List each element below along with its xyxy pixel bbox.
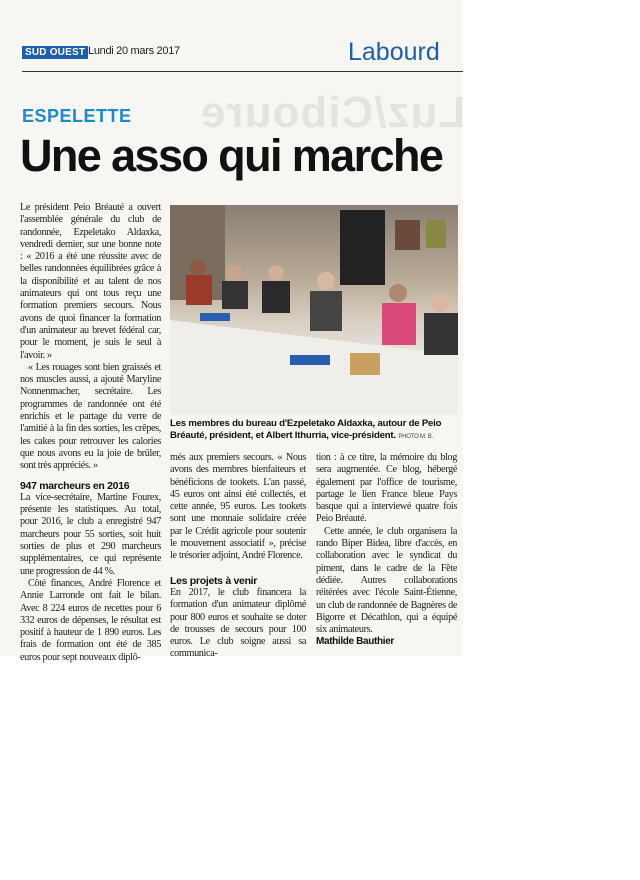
paragraph: Cette année, le club organisera la rando Biper Bidea, libre d'accès, en collaboration avec le syndicat du piment, dans le cadre de la Fête dédiée. Autres collaborations réitérées avec l'école Saint-Étienne, un club de randonnée de Bagnères de Bigorre et Décathlon, qui a équipé six animateurs. [316, 525, 457, 636]
article-kicker: ESPELETTE [22, 106, 132, 126]
subheading: 947 marcheurs en 2016 [20, 479, 130, 492]
photo-credit: PHOTO M. B. [398, 434, 434, 440]
column-1 [20, 202, 161, 664]
photo-caption [170, 418, 462, 443]
article-headline: Une asso qui marche [20, 130, 443, 181]
paragraph: La vice-secrétaire, Martine Fourex, présente les statistiques. Au total, pour 2016, le club a enregistré 947 marcheurs pour 55 sorties, soit huit sorties de plus et 290 marcheurs supplémentaires, ce qui représente une progression de 44 %. [20, 491, 161, 577]
header-rule [22, 71, 463, 72]
column-3 [316, 452, 457, 649]
article-photo [170, 205, 458, 415]
newspaper-brand: SUD OUEST [22, 46, 88, 59]
section-region: Labourd [348, 38, 440, 66]
show-through-text: Luz/Ciboure [200, 88, 466, 137]
subheading: Les projets à venir [170, 574, 258, 587]
article-author: Mathilde Bauthier [316, 636, 394, 648]
issue-date: Lundi 20 mars 2017 [88, 45, 180, 57]
caption-text: Les membres du bureau d'Ezpeletako Aldaxka, autour de Peio Bréauté, président, et Albert Ithurria, vice-président. [170, 418, 442, 441]
paragraph: « Les rouages sont bien graissés et nos muscles aussi, a ajouté Maryline Nonnenmacher, secrétaire. Les programmes de randonnée ont été enrichis et le partage du verre de l'amitié à la fin des sorties, les crêpes, les cakes pour retrouver les calories que nous avons eu la joie de brûler, sont très appréciés. » [20, 361, 161, 472]
paragraph: Le président Peio Bréauté a ouvert l'assemblée générale du club de randonnée, Ezpeletako Aldaxka, vendredi dernier, sur une bonne note : « 2016 a été une réussite avec de belles randonnées équilibrées grâce à la disponibilité et au talent de nos animateurs qui ont tous reçu une formation premiers secours. Nous avons de quoi financer la formation d'un animateur au brevet fédéral car, pour le moment, je suis le seul à l'avoir. » [20, 202, 161, 361]
paragraph: Côté finances, André Florence et Annie Larronde ont fait le bilan. Avec 8 224 euros de recettes pour 6 332 euros de dépenses, le résultat est positif à hauteur de 1 890 euros. Les frais de formation ont été de 385 euros pour sept nouveaux diplô- [20, 577, 161, 663]
paragraph: En 2017, le club financera la formation d'un animateur diplômé pour 800 euros et souhaite se doter de trousses de secours pour 100 euros. Le club soigne aussi sa communica- [170, 586, 306, 660]
paragraph: més aux premiers secours. « Nous avons des membres bienfaiteurs et bénéficions de tookets. L'an passé, 45 euros ont ainsi été collectés, et cette année, 95 euros. Les tookets sont une monnaie solidaire créée par le Crédit agricole pour soutenir le mouvement associatif », précise le trésorier adjoint, André Florence. [170, 452, 306, 562]
column-2 [170, 452, 306, 661]
paragraph: tion : à ce titre, la mémoire du blog sera augmentée. Ce blog, hébergé également par l'office de tourisme, partage le lien France bleue Pays basque qui a interviewé quatre fois Peio Bréauté. [316, 452, 457, 525]
